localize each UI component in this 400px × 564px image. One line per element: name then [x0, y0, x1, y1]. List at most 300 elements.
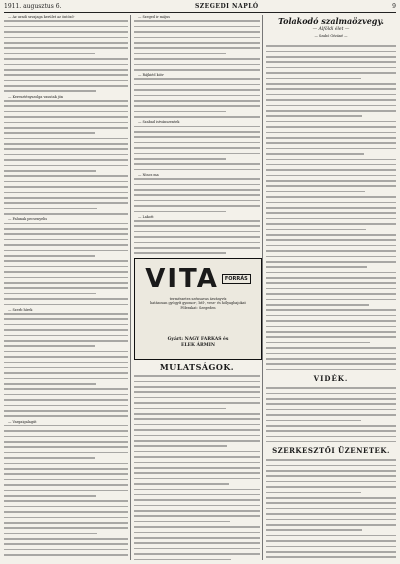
text-line	[266, 465, 396, 469]
text-line	[4, 31, 128, 35]
text-line	[134, 111, 260, 115]
article-lead: — Vargaigalagút	[8, 419, 37, 424]
text-line	[4, 533, 128, 537]
text-line	[266, 519, 396, 523]
text-line	[266, 239, 396, 243]
text-line	[4, 69, 128, 73]
text-line	[266, 202, 396, 206]
column-divider	[262, 15, 263, 560]
text-line	[134, 231, 260, 235]
text-line	[134, 424, 260, 428]
text-line	[134, 189, 260, 193]
text-line	[134, 178, 260, 182]
text-line	[4, 293, 128, 297]
text-line	[134, 548, 260, 552]
text-line	[134, 184, 260, 188]
text-line	[4, 543, 128, 547]
column-divider	[130, 15, 131, 560]
text-line	[266, 126, 396, 130]
text-line	[134, 440, 260, 444]
ad-line: természetes szénsavas ásványvíz	[169, 297, 227, 301]
text-line	[4, 367, 128, 371]
text-line	[4, 410, 128, 414]
text-line	[4, 500, 128, 504]
text-line	[4, 441, 128, 445]
article-lead: — Szabad istvánszentek	[138, 120, 180, 125]
article-body	[134, 78, 260, 120]
text-line	[4, 468, 128, 472]
mulatsagok-heading: MULATSÁGOK.	[159, 362, 235, 372]
text-line	[134, 472, 260, 476]
text-line	[4, 484, 128, 488]
text-line	[4, 181, 128, 185]
text-line	[266, 88, 396, 92]
text-line	[266, 223, 396, 227]
text-line	[266, 326, 396, 330]
text-line	[266, 261, 396, 265]
article-body	[134, 220, 260, 254]
vita-logo	[145, 265, 251, 293]
text-line	[266, 529, 396, 533]
text-line	[266, 288, 396, 292]
text-line	[4, 192, 128, 196]
text-line	[4, 80, 128, 84]
text-line	[4, 148, 128, 152]
text-line	[4, 122, 128, 126]
column-2-top	[134, 15, 260, 254]
text-line	[134, 194, 260, 198]
ad-line: Főlerakat: Szegeden	[180, 305, 216, 310]
text-line	[4, 345, 128, 349]
text-line	[134, 147, 260, 151]
text-line	[4, 260, 128, 264]
text-line	[134, 510, 260, 514]
text-line	[266, 353, 396, 357]
text-line	[4, 58, 128, 62]
text-line	[4, 47, 128, 51]
text-line	[134, 31, 260, 35]
text-line	[134, 225, 260, 229]
text-line	[4, 266, 128, 270]
text-line	[4, 159, 128, 163]
text-line	[4, 425, 128, 429]
ad-text	[139, 297, 257, 310]
text-line	[266, 481, 396, 485]
text-line	[134, 163, 260, 167]
text-line	[266, 387, 396, 391]
text-line	[4, 378, 128, 382]
text-line	[266, 430, 396, 434]
text-line	[134, 553, 260, 557]
text-line	[134, 451, 260, 455]
text-line	[4, 127, 128, 131]
text-line	[266, 363, 396, 367]
text-line	[266, 132, 396, 136]
header-rule	[4, 12, 396, 13]
text-line	[266, 315, 396, 319]
text-line	[266, 256, 396, 260]
text-line	[4, 175, 128, 179]
text-line	[134, 418, 260, 422]
text-line	[134, 391, 260, 395]
text-line	[4, 74, 128, 78]
text-line	[266, 497, 396, 501]
text-line	[4, 132, 128, 136]
text-line	[4, 479, 128, 483]
text-line	[134, 247, 260, 251]
text-line	[134, 429, 260, 433]
text-line	[4, 388, 128, 392]
text-line	[4, 197, 128, 201]
text-line	[134, 505, 260, 509]
text-line	[266, 153, 396, 157]
text-line	[134, 64, 260, 68]
text-line	[266, 164, 396, 168]
article-body	[266, 387, 396, 442]
feuilleton-author: — Szabó Gézáné —	[314, 34, 348, 38]
text-line	[134, 89, 260, 93]
text-line	[134, 236, 260, 240]
text-line	[134, 153, 260, 157]
text-line	[266, 551, 396, 555]
column-2-bottom	[134, 374, 260, 560]
text-line	[4, 351, 128, 355]
text-line	[4, 202, 128, 206]
text-line	[4, 538, 128, 542]
text-line	[266, 272, 396, 276]
text-line	[4, 522, 128, 526]
text-line	[4, 356, 128, 360]
text-line	[266, 83, 396, 87]
text-line	[4, 100, 128, 104]
text-line	[4, 53, 128, 57]
text-line	[4, 223, 128, 227]
text-line	[4, 208, 128, 212]
text-line	[266, 535, 396, 539]
text-line	[266, 94, 396, 98]
text-line	[266, 299, 396, 303]
text-line	[4, 277, 128, 281]
text-line	[266, 196, 396, 200]
text-line	[134, 483, 260, 487]
ad-maker	[139, 337, 257, 348]
text-line	[266, 470, 396, 474]
text-line	[266, 293, 396, 297]
text-line	[134, 47, 260, 51]
text-line	[266, 212, 396, 216]
text-line	[134, 158, 260, 162]
text-line	[4, 42, 128, 46]
text-line	[266, 169, 396, 173]
text-line	[266, 191, 396, 195]
text-line	[134, 381, 260, 385]
text-line	[134, 435, 260, 439]
column-3-bottom	[266, 458, 396, 560]
text-line	[134, 252, 260, 254]
text-line	[4, 105, 128, 109]
text-line	[266, 546, 396, 550]
text-line	[4, 154, 128, 158]
text-line	[4, 287, 128, 291]
text-line	[134, 408, 260, 412]
text-line	[4, 362, 128, 366]
column-3-mid	[266, 386, 396, 442]
text-line	[4, 138, 128, 142]
text-line	[134, 413, 260, 417]
text-line	[134, 402, 260, 406]
text-line	[266, 304, 396, 308]
article-lead: — Szerb hírek	[8, 307, 33, 312]
text-line	[134, 386, 260, 390]
text-line	[4, 255, 128, 259]
ad-line: hatásosan gyógyít gyomor-, bél-, vese- és hólyagbajokat	[150, 301, 246, 306]
text-line	[134, 142, 260, 146]
ad-maker-line: Gyárt: NAGY FARKAS és	[167, 337, 229, 342]
text-line	[266, 99, 396, 103]
feuilleton-title: Tolakodó szalmaözvegy.	[278, 16, 384, 26]
text-line	[4, 452, 128, 456]
text-line	[134, 37, 260, 41]
text-line	[134, 537, 260, 541]
text-line	[4, 20, 128, 24]
text-line	[4, 313, 128, 317]
article-body	[266, 459, 396, 560]
text-line	[4, 250, 128, 254]
text-line	[134, 20, 260, 24]
article-body	[4, 20, 128, 94]
text-line	[266, 234, 396, 238]
article-body	[4, 313, 128, 420]
text-line	[4, 457, 128, 461]
text-line	[266, 218, 396, 222]
text-line	[266, 508, 396, 512]
text-line	[266, 409, 396, 413]
text-line	[266, 358, 396, 362]
text-line	[134, 200, 260, 204]
text-line	[134, 456, 260, 460]
text-line	[134, 445, 260, 449]
text-line	[266, 475, 396, 479]
text-line	[4, 116, 128, 120]
text-line	[4, 165, 128, 169]
text-line	[4, 111, 128, 115]
text-line	[266, 403, 396, 407]
text-line	[266, 320, 396, 324]
text-line	[4, 318, 128, 322]
header-date: 1911. augusztus 6.	[4, 3, 62, 10]
text-line	[266, 336, 396, 340]
text-line	[266, 142, 396, 146]
column-3-top	[266, 44, 396, 370]
text-line	[134, 53, 260, 57]
text-line	[4, 37, 128, 41]
column-1	[4, 15, 128, 560]
text-line	[134, 494, 260, 498]
text-line	[266, 277, 396, 281]
text-line	[266, 436, 396, 440]
article-body	[134, 126, 260, 173]
text-line	[4, 495, 128, 499]
text-line	[266, 105, 396, 109]
text-line	[266, 486, 396, 490]
text-line	[134, 131, 260, 135]
text-line	[266, 115, 396, 119]
page-header	[4, 2, 396, 11]
article-body	[266, 45, 396, 370]
text-line	[134, 95, 260, 99]
ad-maker-line: ELEK ÁRMIN	[181, 342, 215, 348]
article-body	[134, 20, 260, 73]
videk-heading: VIDÉK.	[313, 374, 349, 383]
text-line	[266, 369, 396, 370]
text-line	[266, 524, 396, 528]
article-lead: — Nincs ma	[138, 172, 159, 177]
text-line	[4, 335, 128, 339]
text-line	[266, 207, 396, 211]
text-line	[134, 499, 260, 503]
text-line	[134, 58, 260, 62]
text-line	[266, 342, 396, 346]
text-line	[134, 205, 260, 209]
text-line	[4, 372, 128, 376]
text-line	[4, 554, 128, 558]
text-line	[4, 394, 128, 398]
article-lead: — Szeged ir május	[138, 15, 171, 19]
text-line	[266, 185, 396, 189]
text-line	[4, 282, 128, 286]
text-line	[134, 559, 260, 560]
text-line	[266, 309, 396, 313]
text-line	[266, 72, 396, 76]
text-line	[134, 521, 260, 525]
text-line	[266, 441, 396, 442]
article-lead: — Az uradi szvajaga kerület az öntöző-	[8, 15, 75, 19]
article-lead: — Keresztényszolga vasutak jön	[8, 94, 64, 99]
szerkesztoi-heading: SZERKESZTŐI ÜZENETEK.	[272, 446, 390, 455]
text-line	[4, 143, 128, 147]
text-line	[4, 228, 128, 232]
text-line	[134, 100, 260, 104]
text-line	[4, 233, 128, 237]
text-line	[266, 148, 396, 152]
text-line	[134, 42, 260, 46]
article-body	[4, 223, 128, 308]
text-line	[266, 121, 396, 125]
text-line	[4, 446, 128, 450]
text-line	[4, 298, 128, 302]
text-line	[266, 492, 396, 496]
text-line	[134, 220, 260, 224]
text-line	[266, 513, 396, 517]
text-line	[266, 420, 396, 424]
article-body	[134, 178, 260, 214]
forras-box: FORRÁS	[222, 274, 251, 284]
text-line	[4, 527, 128, 531]
vita-forras-advertisement	[134, 258, 262, 360]
text-line	[134, 126, 260, 130]
text-line	[266, 556, 396, 560]
text-line	[266, 331, 396, 335]
text-line	[266, 175, 396, 179]
text-line	[266, 110, 396, 114]
text-line	[134, 78, 260, 82]
article-body	[134, 375, 260, 560]
text-line	[266, 56, 396, 60]
text-line	[266, 51, 396, 55]
text-line	[4, 170, 128, 174]
text-line	[266, 78, 396, 82]
text-line	[4, 549, 128, 553]
text-line	[134, 136, 260, 140]
text-line	[4, 186, 128, 190]
text-line	[266, 266, 396, 270]
text-line	[266, 61, 396, 65]
text-line	[266, 245, 396, 249]
text-line	[4, 430, 128, 434]
text-line	[134, 526, 260, 530]
text-line	[266, 414, 396, 418]
text-line	[134, 242, 260, 246]
text-line	[4, 490, 128, 494]
article-body	[4, 425, 128, 560]
text-line	[134, 397, 260, 401]
text-line	[134, 489, 260, 493]
text-line	[4, 271, 128, 275]
text-line	[266, 137, 396, 141]
text-line	[4, 239, 128, 243]
header-paper-title: SZEGEDI NAPLÓ	[194, 3, 259, 10]
text-line	[134, 105, 260, 109]
text-line	[266, 398, 396, 402]
text-line	[134, 542, 260, 546]
text-line	[4, 64, 128, 68]
feuilleton-subtitle: — Alföldi élet —	[312, 27, 350, 32]
article-lead: — Falunak pecsenyelis	[8, 217, 48, 222]
text-line	[266, 45, 396, 49]
text-line	[4, 26, 128, 30]
text-line	[4, 383, 128, 387]
text-line	[4, 436, 128, 440]
text-line	[134, 478, 260, 482]
text-line	[266, 67, 396, 71]
text-line	[266, 502, 396, 506]
text-line	[4, 340, 128, 344]
text-line	[266, 425, 396, 429]
text-line	[4, 399, 128, 403]
text-line	[134, 532, 260, 536]
text-line	[4, 244, 128, 248]
text-line	[4, 405, 128, 409]
article-lead: — Lakott	[138, 214, 154, 219]
article-lead: — Rájkiéd kiöv	[138, 73, 164, 77]
text-line	[4, 85, 128, 89]
text-line	[4, 511, 128, 515]
text-line	[266, 229, 396, 233]
text-line	[266, 393, 396, 397]
vita-wordmark: VITA	[145, 264, 219, 294]
header-page-number: 9	[392, 3, 396, 10]
text-line	[134, 462, 260, 466]
text-line	[266, 282, 396, 286]
text-line	[134, 375, 260, 379]
text-line	[4, 506, 128, 510]
text-line	[266, 347, 396, 351]
text-line	[266, 459, 396, 463]
text-line	[266, 540, 396, 544]
text-line	[4, 463, 128, 467]
text-line	[266, 180, 396, 184]
article-body	[4, 100, 128, 217]
